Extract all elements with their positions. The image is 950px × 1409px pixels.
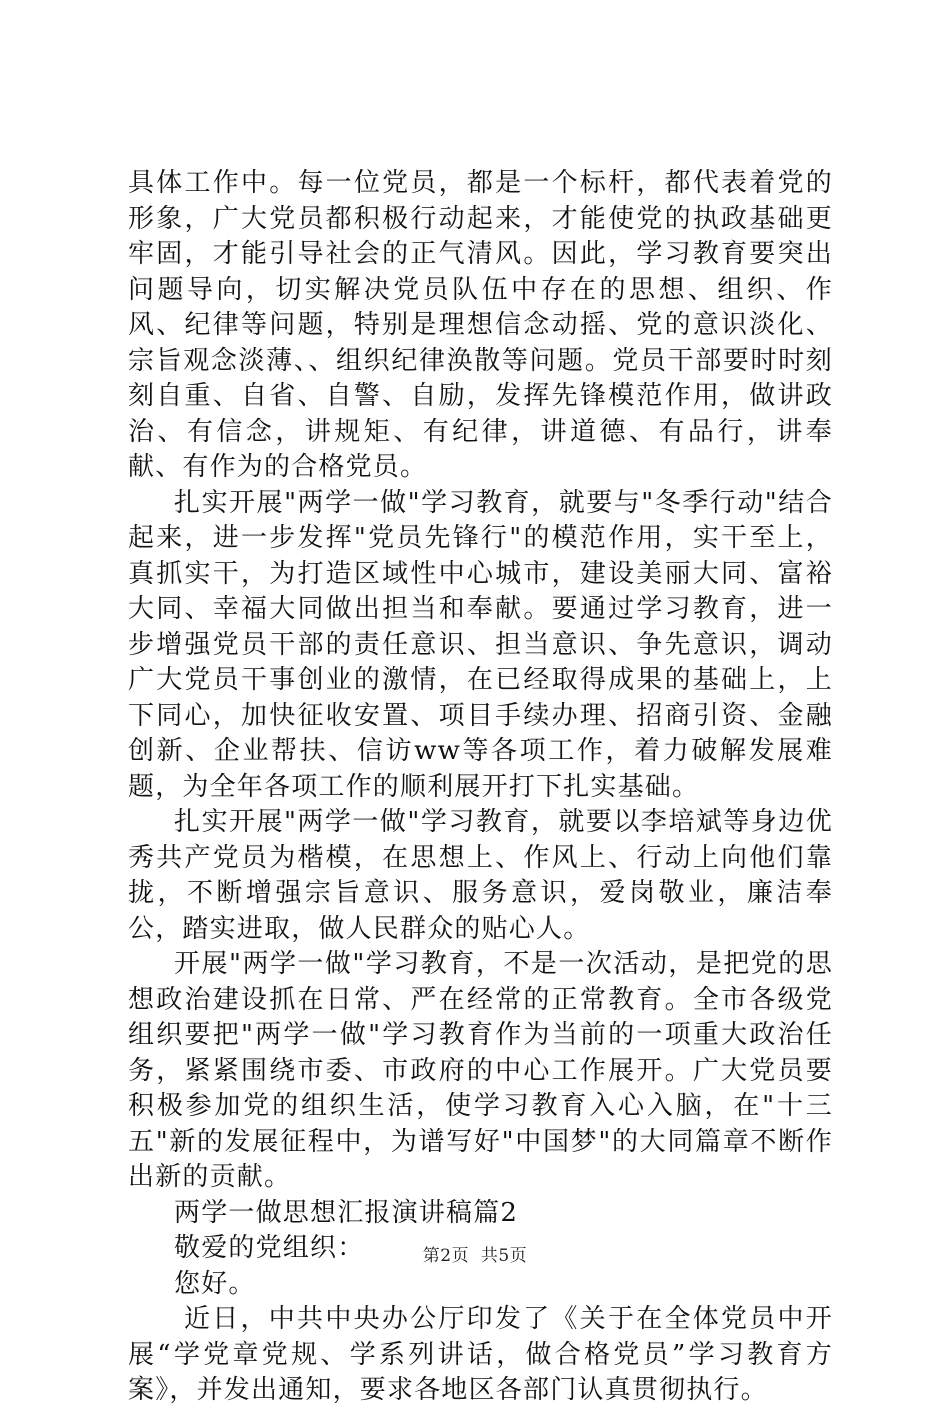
page-footer bbox=[0, 1241, 950, 1266]
paragraph-1: 具体工作中。每一位党员，都是一个标杆，都代表着党的形象，广大党员都积极行动起来，才能使党的执政基础更牢固，才能引导社会的正气清风。因此，学习教育要突出问题导向，切实解决党员队伍中存在的思想、组织、作风、纪律等问题，特别是理想信念动摇、党的意识淡化、宗旨观念淡薄、、组织纪律涣散等问题。党员干部要时时刻刻自重、自省、自警、自励，发挥先锋模范作用，做讲政治、有信念，讲规矩、有纪律，讲道德、有品行，讲奉献、有作为的合格党员。 bbox=[128, 168, 833, 482]
paragraph-5: 近日，中共中央办公厅印发了《关于在全体党员中开展“学党章党规、学系列讲话，做合格党员”学习教育方案》，并发出通知，要求各地区各部门认真贯彻执行。 bbox=[128, 1304, 833, 1405]
paragraph-2: 扎实开展"两学一做"学习教育，就要与"冬季行动"结合起来，进一步发挥"党员先锋行"的模范作用，实干至上，真抓实干，为打造区域性中心城市，建设美丽大同、富裕大同、幸福大同做出担当和奉献。要通过学习教育，进一步增强党员干部的责任意识、担当意识、争先意识，调动广大党员干事创业的激情，在已经取得成果的基础上，上下同心，加快征收安置、项目手续办理、招商引资、金融创新、企业帮扶、信访ww等各项工作，着力破解发展难题，为全年各项工作的顺利展开打下扎实基础。 bbox=[128, 487, 833, 802]
section-heading: 两学一做思想汇报演讲稿篇2 bbox=[174, 1197, 519, 1228]
paragraph-4: 开展"两学一做"学习教育，不是一次活动，是把党的思想政治建设抓在日常、严在经常的正常教育。全市各级党组织要把"两学一做"学习教育作为当前的一项重大政治任务，紧紧围绕市委、市政府的中心工作展开。广大党员要积极参加党的组织生活，使学习教育入心入脑，在"十三五"新的发展征程中，为谱写好"中国梦"的大同篇章不断作出新的贡献。 bbox=[128, 949, 833, 1192]
paragraph-3: 扎实开展"两学一做"学习教育，就要以李培斌等身边优秀共产党员为楷模，在思想上、作风上、行动上向他们靠拢，不断增强宗旨意识、服务意识，爱岗敬业，廉洁奉公，踏实进取，做人民群众的贴心人。 bbox=[128, 807, 833, 944]
salutation: 敬爱的党组织： bbox=[174, 1233, 365, 1263]
page-number-label: 第2页 共5页 bbox=[422, 1246, 528, 1266]
greeting: 您好。 bbox=[174, 1268, 256, 1299]
document-body bbox=[128, 166, 833, 1409]
